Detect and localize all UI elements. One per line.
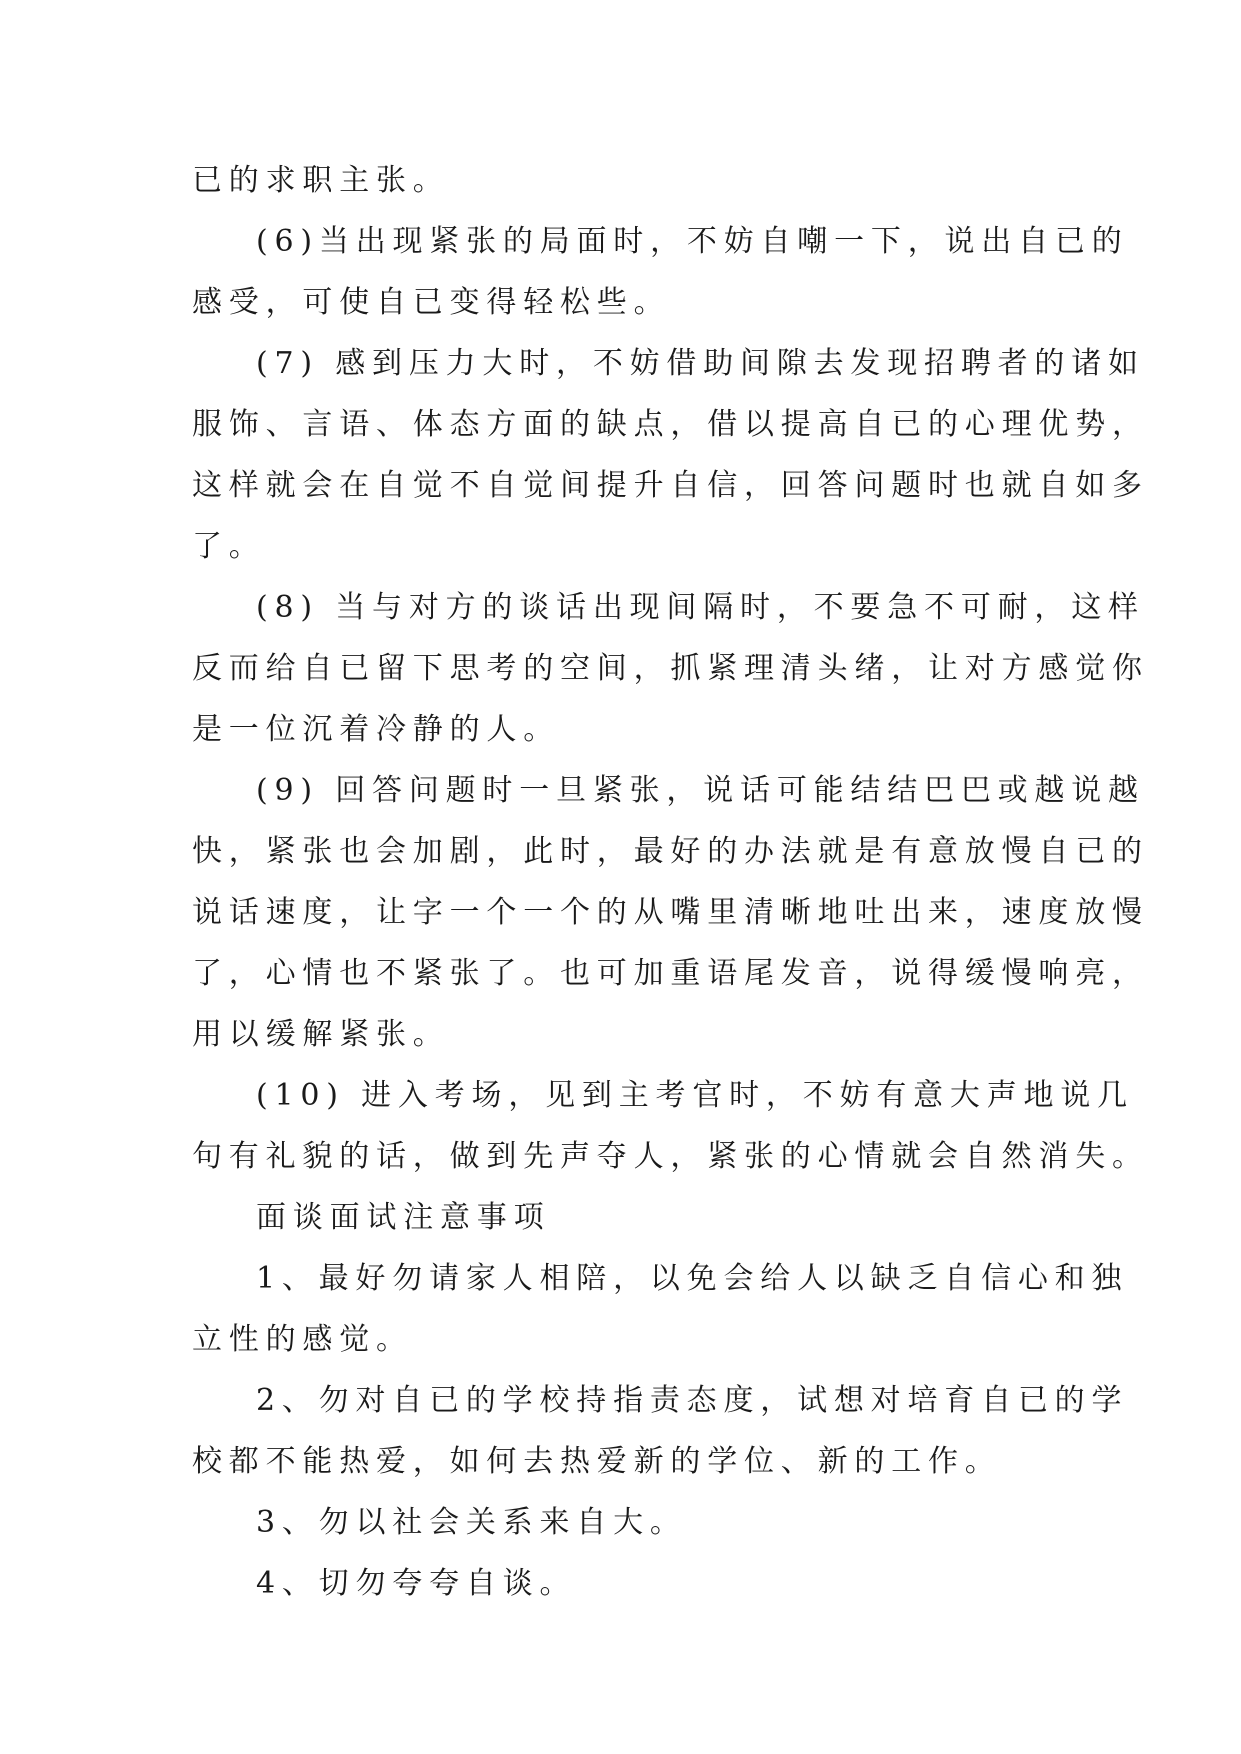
text-line: 了，心情也不紧张了。也可加重语尾发音，说得缓慢响亮， [192,956,1149,991]
text-line: 感受，可使自已变得轻松些。 [192,285,671,320]
list-item-4: 4、切勿夸夸自谈。 [256,1566,577,1601]
text-line: 句有礼貌的话，做到先声夺人，紧张的心情就会自然消失。 [192,1139,1149,1174]
paragraph-9: (9) 回答问题时一旦紧张，说话可能结结巴巴或越说越 [256,773,1145,808]
text-line: 快，紧张也会加剧，此时，最好的办法就是有意放慢自已的 [192,834,1149,869]
text-line: 反而给自已留下思考的空间，抓紧理清头绪，让对方感觉你 [192,651,1149,686]
text-line: 用以缓解紧张。 [192,1017,450,1052]
text-line: 立性的感觉。 [192,1322,413,1357]
text-line: 是一位沉着冷静的人。 [192,712,560,747]
document-page [192,150,1149,1614]
text-line: 已的求职主张。 [192,163,450,198]
text-line: 了。 [192,529,266,564]
text-line: 这样就会在自觉不自觉间提升自信，回答问题时也就自如多 [192,468,1149,503]
paragraph-7: (7) 感到压力大时，不妨借助间隙去发现招聘者的诸如 [256,346,1145,381]
text-line: 服饰、言语、体态方面的缺点，借以提高自已的心理优势， [192,407,1149,442]
list-item-3: 3、勿以社会关系来自大。 [256,1505,687,1540]
paragraph-8: (8) 当与对方的谈话出现间隔时，不要急不可耐，这样 [256,590,1145,625]
section-heading: 面谈面试注意事项 [256,1200,551,1235]
paragraph-10: (10) 进入考场，见到主考官时，不妨有意大声地说几 [256,1078,1134,1113]
list-item-1: 1、最好勿请家人相陪，以免会给人以缺乏自信心和独 [256,1261,1129,1296]
list-item-2: 2、勿对自已的学校持指责态度，试想对培育自已的学 [256,1383,1129,1418]
paragraph-6: (6)当出现紧张的局面时，不妨自嘲一下，说出自已的 [256,224,1129,259]
text-line: 说话速度，让字一个一个的从嘴里清晰地吐出来，速度放慢 [192,895,1149,930]
text-line: 校都不能热爱，如何去热爱新的学位、新的工作。 [192,1444,1002,1479]
